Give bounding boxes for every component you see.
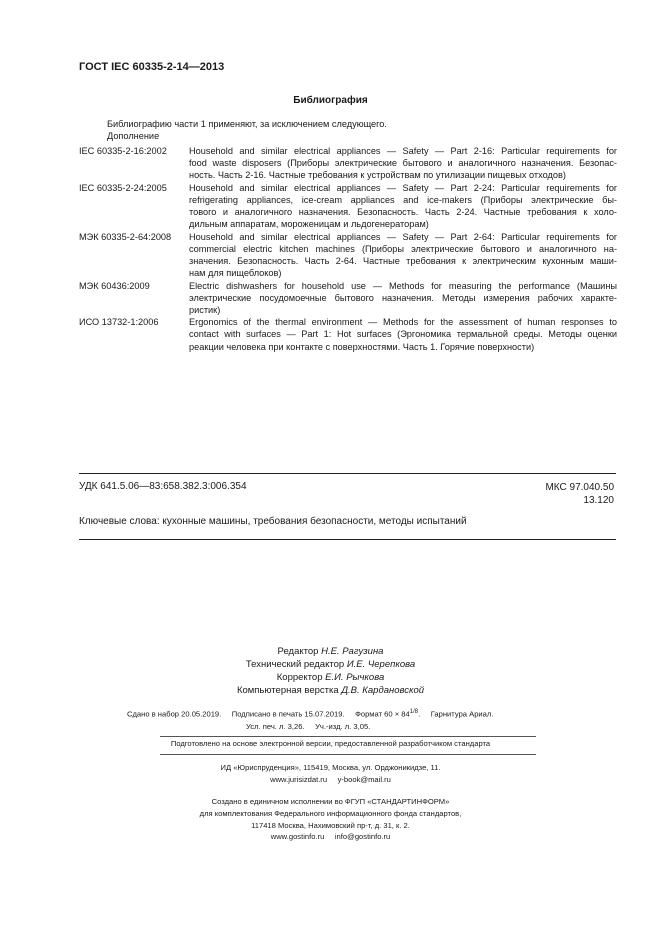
staff-name: Н.Е. Рагузина — [321, 646, 384, 657]
standard-code: МЭК 60335-2-64:2008 — [79, 231, 172, 242]
description-line: contact with surfaces — Part 1: Hot surfaces (Эргономика термальной среды. Методы оценки — [189, 329, 617, 340]
document-header: ГОСТ IEC 60335-2-14—2013 — [79, 61, 225, 73]
publisher-contacts: www.jurisizdat.ru y-book@mail.ru — [270, 775, 391, 784]
description-line: refrigerating appliances, ice-cream appliances and ice-makers (Приборы электрические бы- — [189, 194, 617, 205]
intro-addition: Дополнение — [107, 131, 160, 141]
bibliography-list — [79, 145, 617, 353]
description-line: ность. Часть 2-16. Частные требования к устройствам по утилизации пищевых отходов) — [189, 170, 566, 181]
staff-role: Компьютерная верстка — [236, 685, 339, 696]
bibliography-entry — [79, 280, 617, 316]
bibliography-entry — [79, 231, 617, 279]
print-info-line1: Сдано в набор 20.05.2019. Подписано в печать 15.07.2019. Формат 60 × 84 — [127, 709, 410, 719]
divider — [79, 473, 616, 474]
description-line: Household and similar electrical appliances — Safety — Part 2-64: Particular requirements for — [189, 231, 617, 242]
description-line: значения. Безопасность. Часть 2-64. Частные требования к электрическим кухонным маши- — [189, 255, 617, 266]
created-line1: Создано в единичном исполнении во ФГУП «СТАНДАРТИНФОРМ» — [211, 797, 450, 806]
standard-description — [189, 280, 617, 316]
standard-description — [189, 316, 617, 352]
created-line2: для комплектования Федерального информационного фонда стандартов, — [199, 809, 462, 818]
description-line: нам для пищеблоков) — [189, 267, 282, 278]
staff-corrector — [0, 671, 661, 684]
staff-name: И.Е. Черепкова — [346, 659, 416, 670]
standard-code: IEC 60335-2-24:2005 — [79, 182, 167, 193]
staff-role: Технический редактор — [245, 659, 345, 670]
keywords: Ключевые слова: кухонные машины, требования безопасности, методы испытаний — [79, 516, 467, 527]
publisher-address: ИД «Юриспруденция», 115419, Москва, ул. Орджоникидзе, 11. — [220, 763, 441, 772]
description-line: реакции человека при контакте с поверхностями. Часть 1. Горячие поверхности) — [189, 341, 535, 352]
print-info-2: Усл. печ. л. 3,26. Уч.-изд. л. 3,05. — [246, 722, 371, 731]
divider — [160, 754, 536, 755]
description-line: commercial electric kitchen machines (Приборы электрические бытового и аналогичного на- — [189, 243, 617, 254]
staff-tech-editor — [0, 658, 661, 671]
description-line: тового и аналогичного назначения. Безопасность. Часть 2-24. Частные требования к холо- — [189, 206, 617, 217]
staff-layout — [0, 684, 661, 697]
mks-line1: МКС 97.040.50 — [545, 482, 614, 493]
description-line: ристик) — [189, 304, 221, 315]
description-line: Household and similar electrical appliances — Safety — Part 2-24: Particular requirements for — [189, 182, 617, 193]
description-line: Ergonomics of the thermal environment — Methods for the assessment of human responses to — [189, 317, 617, 328]
description-line: food waste disposers (Приборы электрические бытового и аналогичного назначения. Безопас- — [189, 158, 617, 169]
standard-description — [189, 231, 617, 279]
print-info — [127, 709, 493, 719]
udk-code: УДК 641.5.06—83:658.382.3:006.354 — [79, 481, 247, 492]
created-line3: 117418 Москва, Нахимовский пр-т, д. 31, к. 2. — [251, 821, 410, 830]
bibliography-entry — [79, 316, 617, 352]
staff-role: Корректор — [276, 672, 323, 683]
staff-name: Е.И. Рычкова — [325, 672, 385, 683]
staff-editor — [0, 645, 661, 658]
divider — [79, 539, 616, 540]
standard-code: МЭК 60436:2009 — [79, 280, 150, 291]
standard-description — [189, 182, 617, 230]
staff-name: Д.В. Кардановской — [341, 685, 425, 696]
section-title: Библиография — [293, 95, 368, 106]
format-fraction: 1/8 — [409, 709, 419, 715]
staff-list — [0, 645, 661, 697]
print-info-tail: . Гарнитура Ариал. — [418, 709, 494, 719]
standard-code: IEC 60335-2-16:2002 — [79, 146, 167, 156]
prepared-note: Подготовлено на основе электронной версии, предоставленной разработчиком стандарта — [170, 739, 491, 748]
description-line: электрические посудомоечные бытового назначения. Методы измерения рабочих характе- — [189, 292, 617, 303]
description-line: Electric dishwashers for household use — Methods for measuring the performance (Машины — [189, 280, 617, 291]
description-line: Household and similar electrical appliances — Safety — Part 2-16: Particular requirements for — [189, 146, 617, 156]
mks-line2: 13.120 — [583, 495, 614, 506]
description-line: дильным аппаратам, мороженицам и льдогенераторам) — [189, 219, 429, 230]
standard-code: ИСО 13732-1:2006 — [79, 317, 159, 328]
staff-role: Редактор — [277, 646, 319, 657]
mks-code — [540, 481, 614, 507]
divider — [160, 736, 536, 737]
intro-text: Библиографию части 1 применяют, за исключением следующего. — [107, 119, 387, 129]
created-line4: www.gostinfo.ru info@gostinfo.ru — [270, 832, 391, 841]
bibliography-entry — [79, 182, 617, 230]
bibliography-entry — [79, 145, 617, 181]
standard-description — [189, 145, 617, 181]
